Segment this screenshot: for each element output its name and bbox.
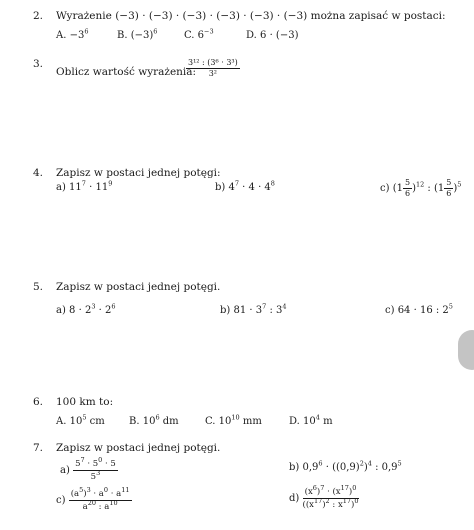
q6-option-c-label: C. bbox=[205, 416, 216, 427]
q2-option-b-label: B. bbox=[117, 30, 128, 41]
q7-item-b: b) $0,9^6 \cdot ((0,9)^2)^4$ : $0,9^5$ bbox=[289, 459, 402, 473]
q2-option-a[interactable] bbox=[56, 27, 89, 41]
q6-option-d-label: D. bbox=[289, 416, 300, 427]
q2-option-d-base: 6 · (−3) bbox=[260, 30, 299, 41]
q5-item-c-label: c) bbox=[385, 305, 395, 316]
q2-option-c-exp: −3 bbox=[204, 27, 214, 36]
q6-option-a-label: A. bbox=[56, 416, 67, 427]
q5-text: Zapisz w postaci jednej potęgi. bbox=[56, 281, 221, 293]
q5-item-b: b) $81 \cdot 3^7$ : $3^4$ bbox=[220, 302, 287, 316]
q2-option-a-label: A. bbox=[56, 30, 67, 41]
q5-item-c: c) 64 · 16 : $2^5$ bbox=[385, 302, 453, 316]
q4-item-c-label: c) bbox=[380, 183, 390, 194]
q7-item-c: c) $\frac{(a^5)^3 \cdot a^0 \cdot a^{11}}{a^{20} : a^{10}}$ bbox=[56, 486, 130, 512]
q2-option-b-base: (−3) bbox=[130, 30, 154, 41]
q6-option-b[interactable]: B. $10^6$ dm bbox=[129, 413, 179, 427]
q2-text: Wyrażenie (−3) · (−3) · (−3) · (−3) · (−3) · (−3) można zapisać w postaci: bbox=[56, 10, 446, 22]
q4-item-a-label: a) bbox=[56, 182, 66, 193]
q2-option-b[interactable] bbox=[117, 27, 158, 41]
q4-text: Zapisz w postaci jednej potęgi: bbox=[56, 167, 221, 179]
q6-option-c[interactable]: C. $10^{10}$ mm bbox=[205, 413, 262, 427]
q7-item-b-label: b) bbox=[289, 462, 300, 473]
q2-option-a-exp: 6 bbox=[84, 27, 89, 36]
q5-item-a-label: a) bbox=[56, 305, 66, 316]
q2-option-c-base: 6 bbox=[197, 30, 205, 41]
q2-option-c[interactable] bbox=[184, 27, 214, 41]
q7-item-a-label: a) bbox=[60, 465, 70, 476]
q7-item-d-label: d) bbox=[289, 493, 300, 504]
q4-item-a: a) $11^7 \cdot 11^9$ bbox=[56, 179, 113, 193]
q7-item-a: a) $\frac{5^7 \cdot 5^0 \cdot 5}{5^3}$ bbox=[60, 456, 116, 482]
q5-item-a: a) $8 \cdot 2^3 \cdot 2^6$ bbox=[56, 302, 116, 316]
q4-item-b-label: b) bbox=[215, 182, 226, 193]
q3-denominator: 3² bbox=[208, 69, 218, 78]
q7-item-d: d) $\frac{(x^6)^7 \cdot (x^{17})^0}{((x^{17})^2 : x^{17})^0}$ bbox=[289, 484, 359, 510]
scroll-handle[interactable] bbox=[458, 330, 474, 370]
q6-number: 6. bbox=[33, 396, 44, 408]
q7-number: 7. bbox=[33, 442, 44, 454]
q5-item-b-label: b) bbox=[220, 305, 231, 316]
q3-fraction bbox=[186, 58, 240, 79]
q6-option-a[interactable]: A. $10^5$ cm bbox=[56, 413, 105, 427]
q2-option-d-label: D. bbox=[246, 30, 257, 41]
q4-item-c: c) (1 $\frac{5}{6}$ )$^{12}$ : (1 $\frac{5}{6}$ )$^5$ bbox=[380, 178, 462, 198]
q2-option-a-base: −3 bbox=[69, 30, 85, 41]
q7-item-c-label: c) bbox=[56, 495, 66, 506]
q3-text: Oblicz wartość wyrażenia: bbox=[56, 66, 197, 78]
q7-text: Zapisz w postaci jednej potęgi. bbox=[56, 442, 221, 454]
q2-option-b-exp: 6 bbox=[153, 27, 158, 36]
q6-text: 100 km to: bbox=[56, 396, 114, 408]
q5-number: 5. bbox=[33, 281, 44, 293]
q2-number: 2. bbox=[33, 10, 44, 22]
q4-item-b: b) $4^7 \cdot 4 \cdot 4^8$ bbox=[215, 179, 275, 193]
q6-option-b-label: B. bbox=[129, 416, 140, 427]
q4-number: 4. bbox=[33, 167, 44, 179]
q2-option-d[interactable] bbox=[246, 30, 298, 41]
q6-option-d[interactable]: D. $10^4$ m bbox=[289, 413, 333, 427]
q2-option-c-label: C. bbox=[184, 30, 195, 41]
q3-number: 3. bbox=[33, 58, 44, 70]
q3-numerator: 3¹² : (3⁶ · 3³) bbox=[188, 58, 238, 67]
